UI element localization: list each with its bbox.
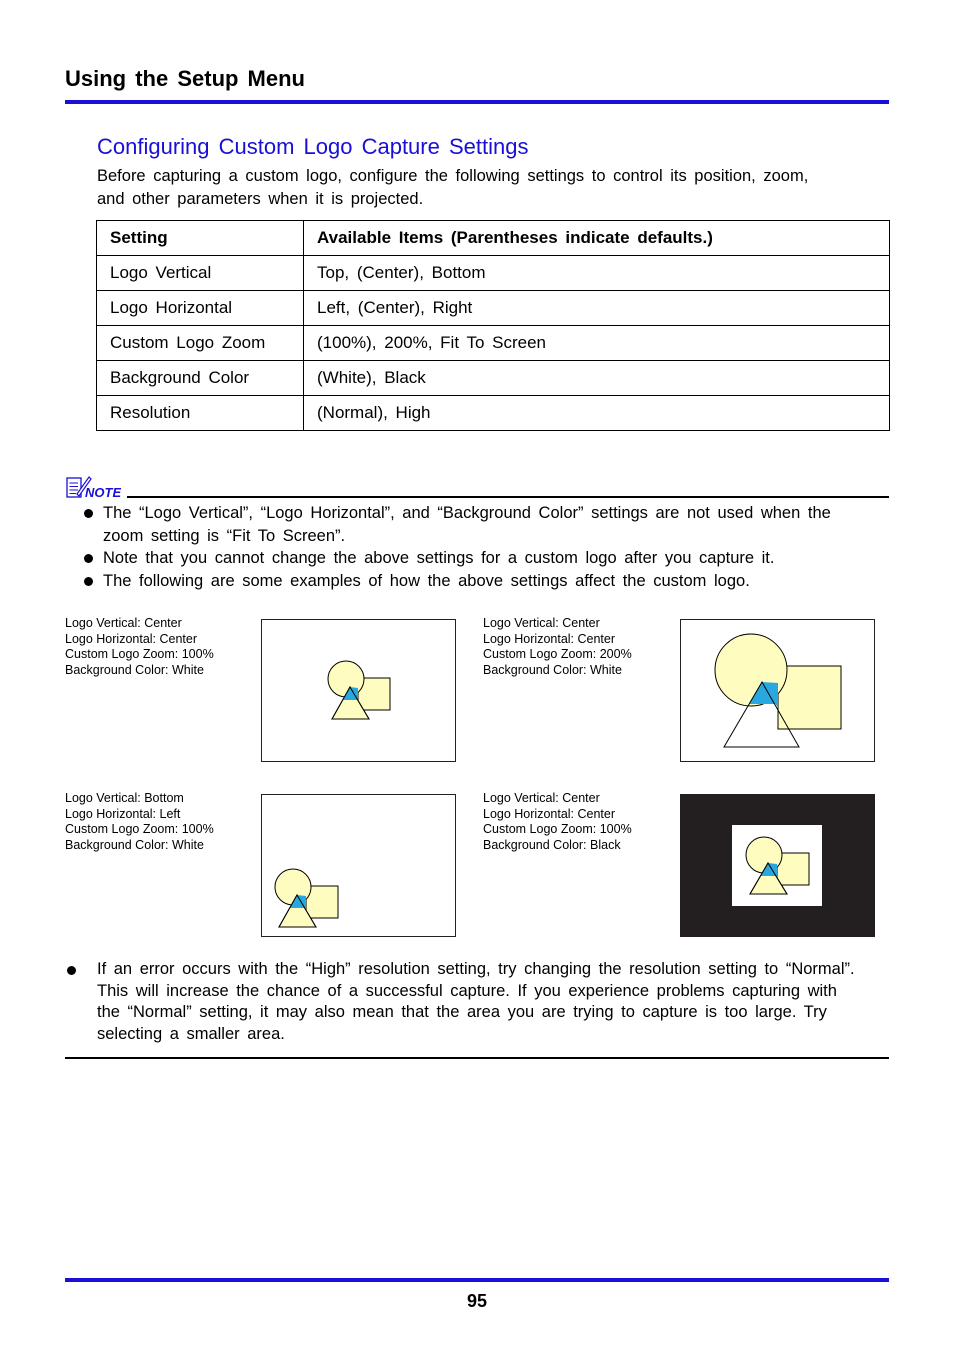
intro-paragraph: Before capturing a custom logo, configure the following settings to control its position, zoom, and other parameters when it is projected. [97,167,809,208]
list-item: Note that you cannot change the above settings for a custom logo after you capture it. [84,547,844,570]
logo-illustration [681,620,874,761]
table-cell-items: Top, (Center), Bottom [304,256,890,291]
example-screen-center-200 [680,619,875,762]
note-rule [127,496,889,498]
table-cell-setting: Custom Logo Zoom [97,326,304,361]
page-header-title: Using the Setup Menu [65,66,305,91]
example-line: Logo Horizontal: Center [65,631,198,646]
table-row [97,326,890,361]
example-line: Logo Horizontal: Center [483,806,616,821]
table-cell-items: (White), Black [304,361,890,396]
table-cell-items: (Normal), High [304,396,890,431]
logo-illustration [262,620,455,761]
table-header-row [97,221,890,256]
table-header-cell: Available Items (Parentheses indicate defaults.) [304,221,890,256]
logo-illustration [680,794,875,937]
table-row [97,291,890,326]
note-list [84,502,844,593]
note-icon [65,474,121,500]
table-header-cell: Setting [97,221,304,256]
table-cell-setting: Logo Vertical [97,256,304,291]
list-item: The “Logo Vertical”, “Logo Horizontal”, and “Background Color” settings are not used when the zoom setting is “Fit To Screen”. [84,502,844,547]
table-cell-setting: Background Color [97,361,304,396]
example-line: Background Color: White [483,662,622,677]
section-bottom-rule [65,1057,889,1059]
example-screen-black-background [680,794,875,937]
table-row [97,396,890,431]
bullet-icon [67,966,76,975]
example-line: Custom Logo Zoom: 200% [483,647,632,661]
example-line: Background Color: White [65,837,204,852]
table-cell-items: Left, (Center), Right [304,291,890,326]
note-label: NOTE [85,485,121,500]
example-line: Logo Vertical: Center [483,616,600,630]
example-line: Logo Vertical: Center [65,616,182,630]
section-title: Configuring Custom Logo Capture Settings [97,134,529,159]
example-screen-bottom-left [261,794,456,937]
example-line: Custom Logo Zoom: 100% [65,822,214,836]
footer-rule [65,1278,889,1282]
error-note-text: If an error occurs with the “High” resolution setting, try changing the resolution setting to “Normal”. This will increase the chance of a successful capture. If you experience problems capturing with the “Normal” setting, it may also mean that the area you are trying to capture is too large. Try selecting a smaller area. [97,960,855,1044]
example-line: Logo Vertical: Center [483,791,600,805]
example-line: Logo Horizontal: Left [65,806,181,821]
table-cell-setting: Logo Horizontal [97,291,304,326]
table-row [97,256,890,291]
list-item: The following are some examples of how the above settings affect the custom logo. [84,570,844,593]
example-line: Logo Horizontal: Center [483,631,616,646]
example-line: Background Color: White [65,662,204,677]
example-line: Custom Logo Zoom: 100% [65,647,214,661]
error-note [65,959,855,1046]
logo-illustration [262,795,455,936]
page-number: 95 [466,1291,488,1311]
example-line: Background Color: Black [483,837,621,852]
example-label [65,791,214,853]
example-line: Custom Logo Zoom: 100% [483,822,632,836]
table-cell-setting: Resolution [97,396,304,431]
example-label [65,616,214,678]
example-screen-center-100 [261,619,456,762]
example-label [483,791,632,853]
table-cell-items: (100%), 200%, Fit To Screen [304,326,890,361]
settings-table [96,220,890,431]
header-rule [65,100,889,104]
table-row [97,361,890,396]
example-line: Logo Vertical: Bottom [65,791,184,805]
example-label [483,616,632,678]
